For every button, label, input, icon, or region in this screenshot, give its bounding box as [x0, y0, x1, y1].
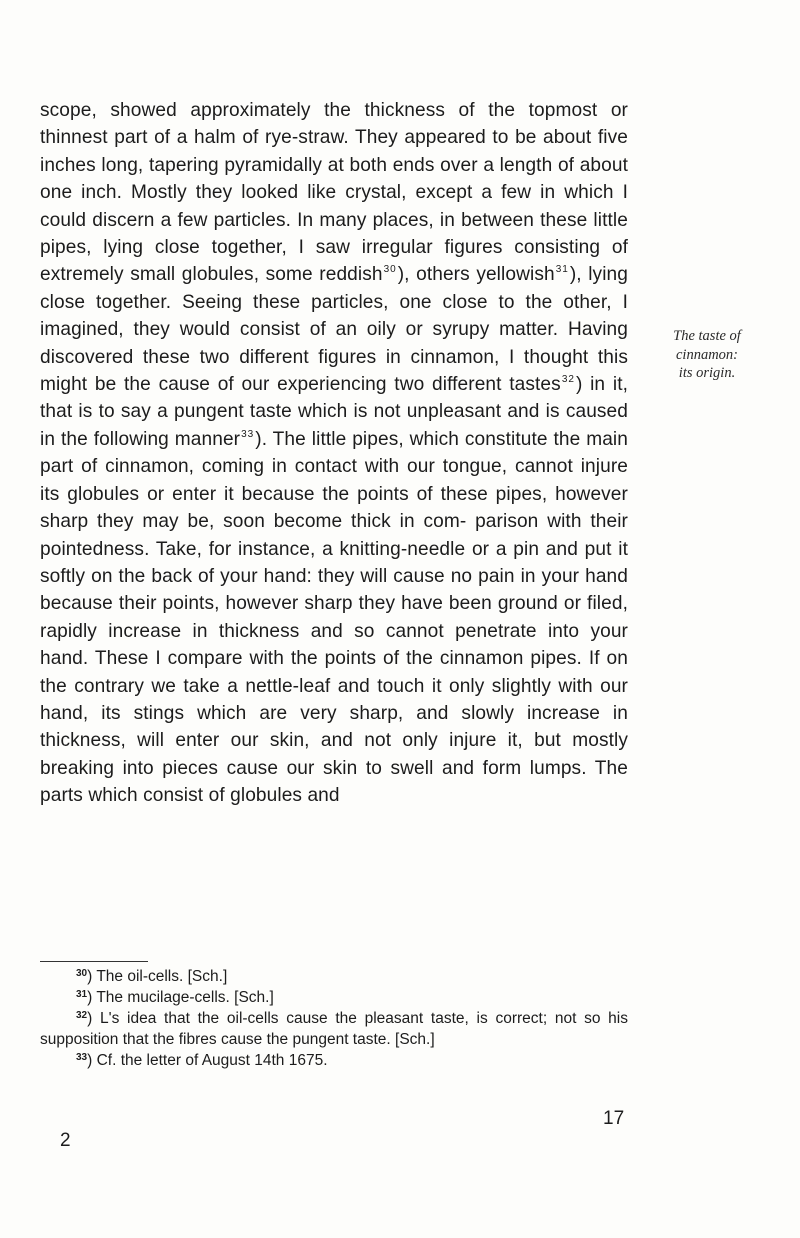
footnote-ref-31: 31: [555, 264, 569, 276]
footnote-32: [40, 1008, 628, 1050]
footnote-number: 33: [76, 1052, 88, 1063]
margin-note-line: The taste of: [673, 328, 741, 344]
footnote-text: ) L's idea that the oil-cells cause the pleasant taste, is correct; not so his supposition that the fibres cause the pungent taste. [Sch.]: [40, 1010, 628, 1048]
page-number: 17: [603, 1108, 625, 1129]
footnote-text: ) The mucilage-cells. [Sch.]: [87, 989, 274, 1006]
main-text: [40, 97, 628, 810]
footnote-divider: [40, 961, 148, 962]
footnote-number: 32: [76, 1010, 88, 1021]
text-run: ), lying close together. Seeing these particles, one close to the other, I imagined, they would consist of an oily or syrupy matter. Having discovered these two different figures in cinnamon, I thought this might be the cause of our experiencing two different tastes: [40, 264, 628, 396]
footnote-30: [40, 966, 628, 987]
footnote-ref-33: 33: [241, 428, 255, 440]
footnotes: [40, 966, 628, 1071]
footnote-ref-32: 32: [561, 374, 575, 386]
margin-note-line: its origin.: [678, 365, 736, 381]
text-run: ), others yellowish: [397, 264, 555, 286]
text-run: ). The little pipes, which constitute the main part of cinnamon, coming in contact with our tongue, cannot injure its globules or enter it because the points of these pipes, however sharp they may be, soon become thick in com- parison with their pointedness. Take, for instance, a knitting-needle or a pin and put it softly on the back of your hand: they will cause no pain in your hand because their points, however sharp they have been ground or filed, rapidly increase in thickness and so cannot penetrate into your hand. These I compare with the points of the cinnamon pipes. If on the contrary we take a nettle-leaf and touch it only slightly with our hand, its stings which are very sharp, and slowly increase in thickness, will enter our skin, and not only injure it, but mostly breaking into pieces cause our skin to swell and form lumps. The parts which consist of globules and: [40, 428, 628, 807]
text-run: scope, showed approximately the thickness of the topmost or thinnest part of a halm of rye-straw. They appeared to be about five inches long, tapering pyramidally at both ends over a length of about one inch. Mostly they looked like crystal, except a few in which I could discern a few particles. In many places, in between these little pipes, lying close together, I saw irregular figures consisting of extremely small globules, some reddish: [40, 100, 628, 286]
footnote-text: ) The oil-cells. [Sch.]: [87, 968, 228, 985]
footnote-text: ) Cf. the letter of August 14th 1675.: [87, 1052, 328, 1069]
margin-note-line: cinnamon:: [675, 346, 738, 363]
footnote-ref-30: 30: [383, 264, 397, 276]
signature-mark: 2: [60, 1130, 71, 1151]
main-paragraph: [40, 97, 628, 810]
text-run: ) in it, that is to say a pungent taste which is not unpleasant and is caused in the following manner: [40, 374, 629, 450]
footnote-33: [40, 1050, 628, 1071]
footnote-number: 31: [76, 989, 88, 1000]
footnote-31: [40, 987, 628, 1008]
footnote-number: 30: [76, 968, 88, 979]
margin-note: [647, 327, 767, 383]
